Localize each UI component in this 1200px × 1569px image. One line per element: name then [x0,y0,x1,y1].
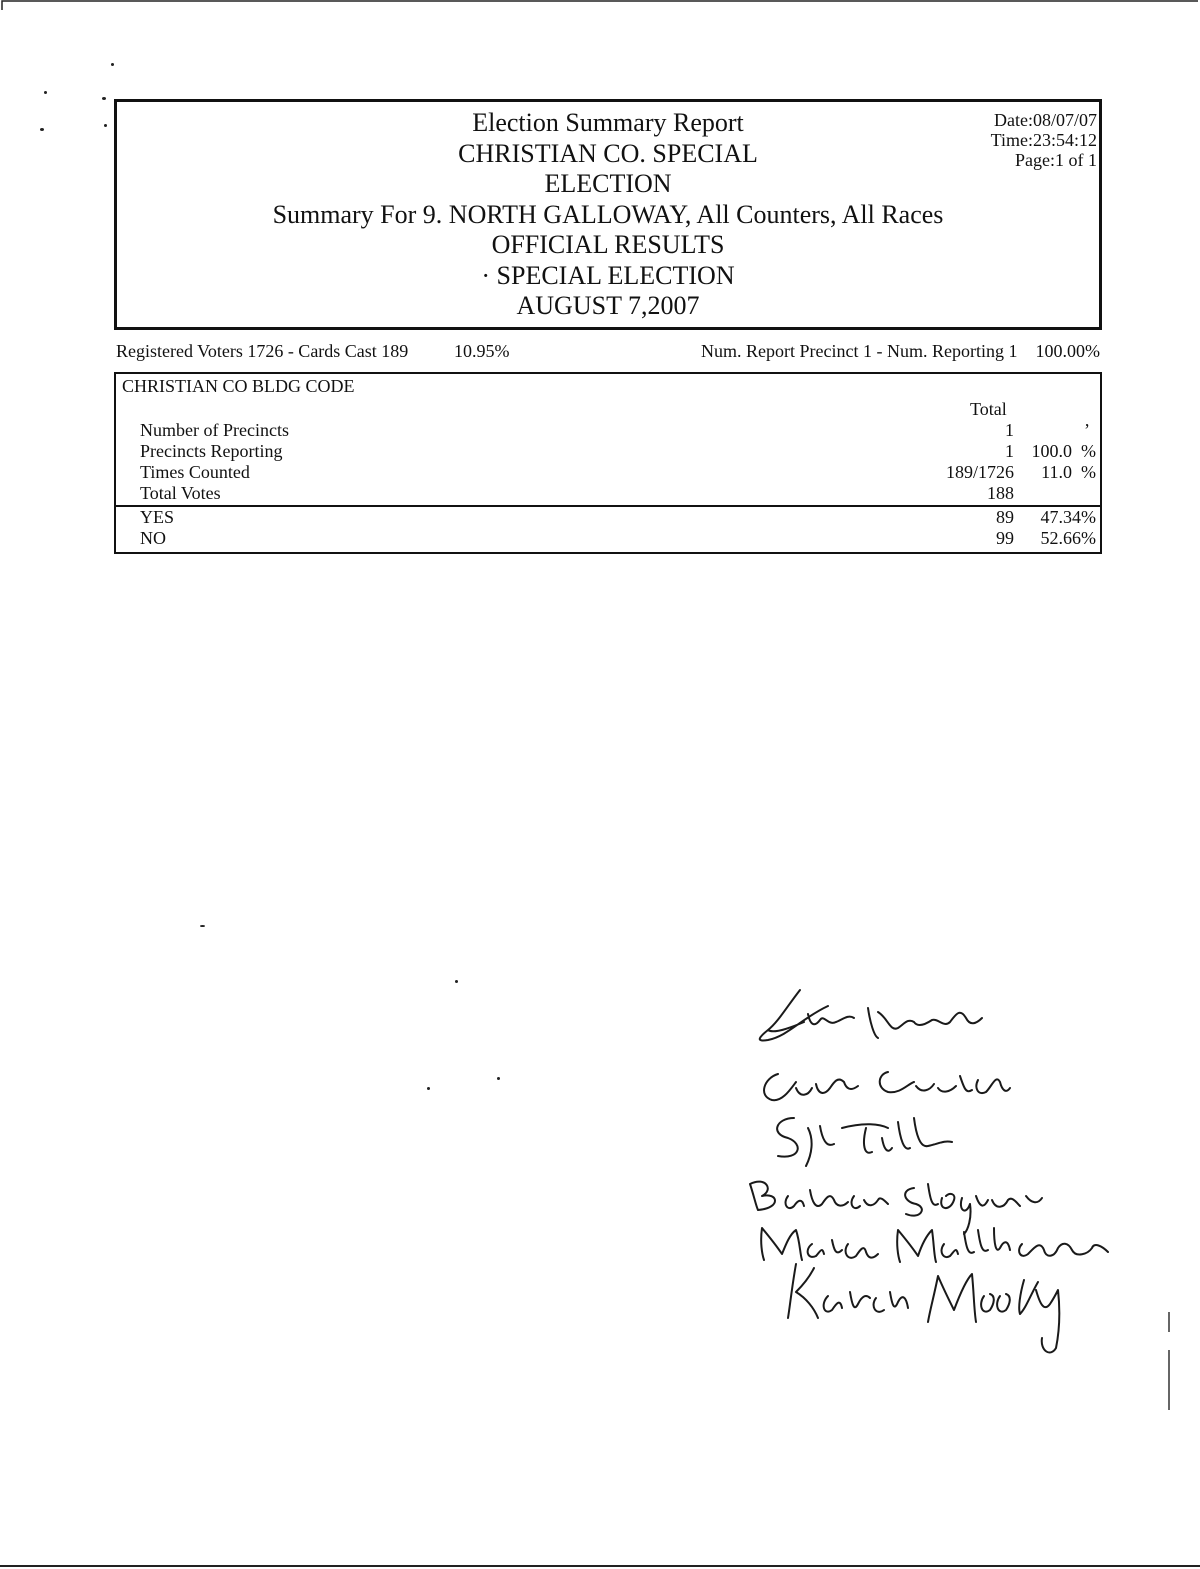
special-election-line: · SPECIAL ELECTION [481,260,735,290]
scan-speck [497,1077,500,1080]
total-column-header: Total [970,399,1007,419]
table-row [116,462,1100,484]
race-results-box [114,372,1102,554]
row-label: Total Votes [140,483,221,503]
choice-votes: 99 [996,528,1014,548]
choice-row-yes [116,507,1100,529]
choice-label: NO [140,528,166,548]
scan-speck [104,124,107,127]
choice-percent: 52.66% [1040,528,1096,548]
signature-5 [761,1228,1108,1262]
scan-speck [40,128,44,131]
report-page: Page:1 of 1 [1015,150,1097,170]
row-percent: 100.0 % [1031,441,1096,461]
row-value: 1 [1005,420,1014,440]
row-label: Precincts Reporting [140,441,283,461]
report-time: Time:23:54:12 [990,130,1097,150]
scan-speck [111,63,114,66]
row-value: 189/1726 [945,462,1014,482]
report-meta [991,110,1097,170]
election-date-line: AUGUST 7,2007 [516,291,700,320]
scan-speck [455,980,458,983]
summary-line: Summary For 9. NORTH GALLOWAY, All Counters, All Races [272,199,944,229]
race-title: CHRISTIAN CO BLDG CODE [122,376,355,396]
row-label: Number of Precincts [140,420,289,440]
table-row [116,420,1100,442]
choice-votes: 89 [996,507,1014,527]
report-date: Date:08/07/07 [994,110,1097,130]
report-title: Election Summary Report [472,108,744,137]
turnout-stats [116,341,1100,365]
official-results-line: OFFICIAL RESULTS [491,230,725,259]
signature-2 [764,1072,1010,1100]
report-title-block [117,108,1099,322]
scan-edge-top [0,0,1200,10]
report-header-box [114,99,1102,330]
choice-percent: 47.34% [1040,507,1096,527]
handwritten-signatures [738,978,1138,1358]
signature-1 [760,990,982,1041]
row-value: 1 [1005,441,1014,461]
signature-3 [777,1118,952,1166]
table-row [116,441,1100,463]
scan-edge-bottom [0,1561,1200,1569]
scan-edge-marks [1164,1310,1174,1430]
election-line: ELECTION [544,169,672,198]
signature-4 [750,1182,1042,1234]
scan-speck [44,91,47,94]
scan-speck [427,1087,430,1090]
choice-row-no [116,528,1100,550]
choice-label: YES [140,507,175,527]
signature-6 [788,1264,1059,1353]
table-row [116,483,1100,505]
scan-speck [102,97,106,100]
turnout-percent: 10.95% [454,341,510,361]
row-percent: ’ [1084,420,1090,440]
row-label: Times Counted [140,462,250,482]
registered-voters-stat: Registered Voters 1726 - Cards Cast 189 [116,341,409,361]
precinct-reporting-stat: Num. Report Precinct 1 - Num. Reporting 1 100.00% [701,341,1100,361]
row-value: 188 [987,483,1014,503]
row-percent: 11.0 % [1041,462,1096,482]
scan-speck [200,925,205,927]
jurisdiction-line: CHRISTIAN CO. SPECIAL [458,138,758,168]
